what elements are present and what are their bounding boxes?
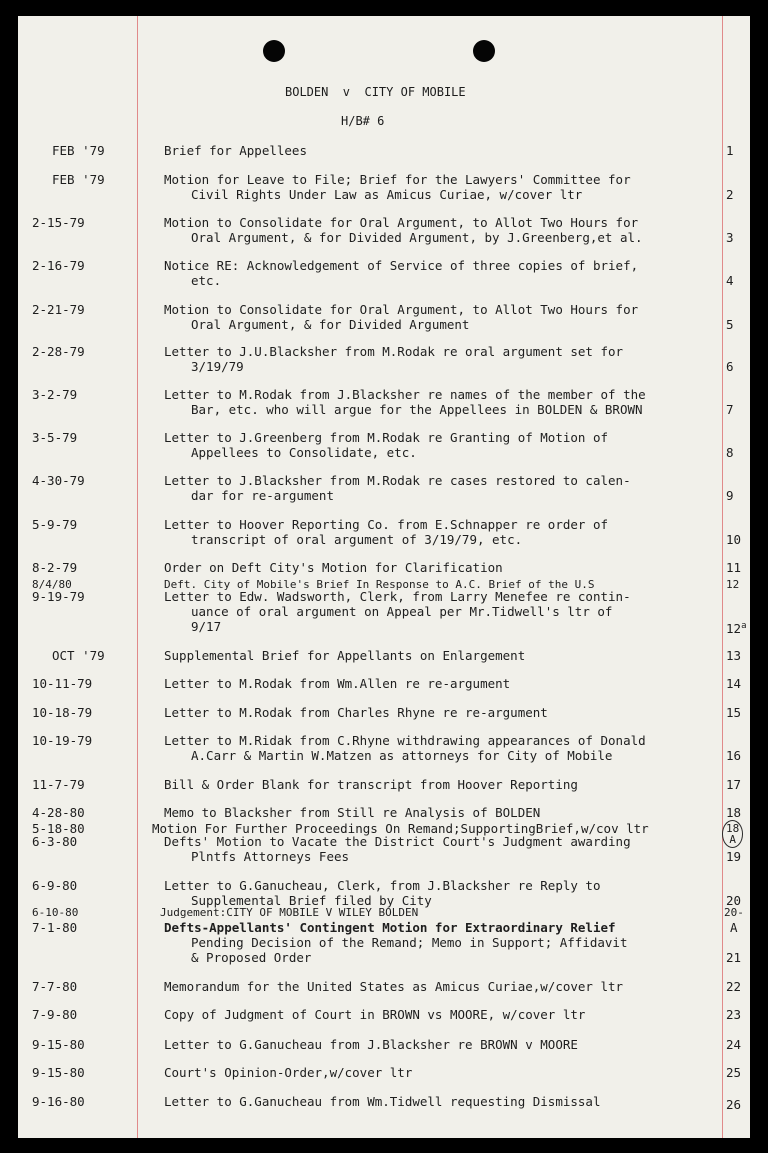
entry-date: 5-18-80 xyxy=(32,821,85,836)
entry-line: Letter to Hoover Reporting Co. from E.Schnapper re order of xyxy=(164,517,609,532)
entry-description xyxy=(164,805,729,820)
entry-line: Pending Decision of the Remand; Memo in Support; Affidavit xyxy=(191,935,628,950)
entry-line: Bill & Order Blank for transcript from Hoover Reporting xyxy=(164,777,578,792)
entry-description xyxy=(164,979,729,994)
punch-hole-right xyxy=(473,40,495,62)
entry-line: 3/19/79 xyxy=(191,359,244,374)
entry-line: Letter to J.U.Blacksher from M.Rodak re oral argument set for xyxy=(164,344,624,359)
punch-hole-left xyxy=(263,40,285,62)
entry-date: 7-7-80 xyxy=(32,979,78,994)
entry-description xyxy=(164,920,729,965)
entry-number: 16 xyxy=(726,748,742,763)
entry-line: Letter to J.Greenberg from M.Rodak re Granting of Motion of xyxy=(164,430,609,445)
entry-description xyxy=(164,1007,729,1022)
entry-number: 10 xyxy=(726,532,742,547)
entry-number: 1 xyxy=(726,143,734,158)
entry-description xyxy=(164,1037,729,1052)
entry-line: Brief for Appellees xyxy=(164,143,307,158)
entry-description xyxy=(164,517,729,547)
entry-date: 6-9-80 xyxy=(32,878,78,893)
entry-line: Letter to J.Blacksher from M.Rodak re cases restored to calen- xyxy=(164,473,631,488)
entry-number: 15 xyxy=(726,705,742,720)
entry-date: 9-15-80 xyxy=(32,1065,85,1080)
entry-number-suffix: A xyxy=(729,833,736,846)
entry-date: 9-19-79 xyxy=(32,589,85,604)
entry-number-suffix: A xyxy=(730,920,738,935)
entry-line: Supplemental Brief filed by City xyxy=(191,893,432,908)
entry-number: 22 xyxy=(726,979,742,994)
entry-date: 8-2-79 xyxy=(32,560,78,575)
entry-date: 10-18-79 xyxy=(32,705,93,720)
entry-number: 3 xyxy=(726,230,734,245)
entry-date: FEB '79 xyxy=(52,143,105,158)
entry-date: 2-15-79 xyxy=(32,215,85,230)
entry-line: 9/17 xyxy=(191,619,222,634)
entry-number: 14 xyxy=(726,676,742,691)
entry-date: 7-9-80 xyxy=(32,1007,78,1022)
entry-date: 6-10-80 xyxy=(32,906,79,919)
entry-number-value: 18 xyxy=(726,822,740,835)
entry-description xyxy=(164,676,729,691)
entry-line: Notice RE: Acknowledgement of Service of three copies of brief, xyxy=(164,258,639,273)
entry-date: FEB '79 xyxy=(52,172,105,187)
entry-date: 2-21-79 xyxy=(32,302,85,317)
entry-number: 18 xyxy=(726,805,742,820)
entry-line: dar for re-argument xyxy=(191,488,334,503)
entry-line: Letter to M.Rodak from Charles Rhyne re re-argument xyxy=(164,705,548,720)
entry-line: Court's Opinion-Order,w/cover ltr xyxy=(164,1065,413,1080)
docket-sheet xyxy=(18,16,750,1138)
entry-number: 21 xyxy=(726,950,742,965)
entry-description xyxy=(164,172,729,202)
entry-number: 8 xyxy=(726,445,734,460)
entry-line: Bar, etc. who will argue for the Appellees in BOLDEN & BROWN xyxy=(191,402,643,417)
entry-description xyxy=(164,878,729,908)
entry-line: transcript of oral argument of 3/19/79, etc. xyxy=(191,532,523,547)
entry-description xyxy=(164,215,729,245)
entry-description xyxy=(164,1094,729,1109)
entry-line: Letter to G.Ganucheau from Wm.Tidwell requesting Dismissal xyxy=(164,1094,601,1109)
entry-number: 25 xyxy=(726,1065,742,1080)
entry-description xyxy=(160,905,725,920)
entry-description xyxy=(164,344,729,374)
entry-description xyxy=(164,1065,729,1080)
entry-line: Memo to Blacksher from Still re Analysis of BOLDEN xyxy=(164,805,541,820)
entry-line: & Proposed Order xyxy=(191,950,312,965)
entry-date: 2-16-79 xyxy=(32,258,85,273)
entry-date: 3-5-79 xyxy=(32,430,78,445)
entry-description xyxy=(164,705,729,720)
case-title: BOLDEN v CITY OF MOBILE xyxy=(285,85,466,99)
entry-description xyxy=(164,258,729,288)
entry-description xyxy=(164,302,729,332)
entry-line: Letter to M.Rodak from Wm.Allen re re-argument xyxy=(164,676,511,691)
entry-line: Letter to Edw. Wadsworth, Clerk, from Larry Menefee re contin- xyxy=(164,589,631,604)
entry-number: 24 xyxy=(726,1037,742,1052)
entry-number: 13 xyxy=(726,648,742,663)
entry-date: 3-2-79 xyxy=(32,387,78,402)
entry-line: Plntfs Attorneys Fees xyxy=(191,849,350,864)
entry-number: 23 xyxy=(726,1007,742,1022)
entry-description xyxy=(164,430,729,460)
entry-line: Supplemental Brief for Appellants on Enlargement xyxy=(164,648,526,663)
entry-number: 11 xyxy=(726,560,742,575)
entry-line: Civil Rights Under Law as Amicus Curiae, w/cover ltr xyxy=(191,187,583,202)
entry-date: 9-16-80 xyxy=(32,1094,85,1109)
entry-number-value: 12 xyxy=(726,621,742,637)
entry-date: 2-28-79 xyxy=(32,344,85,359)
file-reference: H/B# 6 xyxy=(341,114,385,128)
entry-date: 7-1-80 xyxy=(32,920,78,935)
entry-line: Motion For Further Proceedings On Remand;SupportingBrief,w/cov ltr xyxy=(152,821,649,836)
entry-description xyxy=(164,648,729,663)
entry-number: 20- xyxy=(724,906,744,919)
entry-number: 2 xyxy=(726,187,734,202)
entry-description xyxy=(164,387,729,417)
entry-number: 5 xyxy=(726,317,734,332)
entry-line: Letter to G.Ganucheau from J.Blacksher re BROWN v MOORE xyxy=(164,1037,578,1052)
entry-number: 20 xyxy=(726,893,742,908)
entry-line: Letter to M.Rodak from J.Blacksher re names of the member of the xyxy=(164,387,646,402)
entry-line: Oral Argument, & for Divided Argument, by J.Greenberg,et al. xyxy=(191,230,643,245)
entry-line: etc. xyxy=(191,273,222,288)
entry-line: Deft. City of Mobile's Brief In Response to A.C. Brief of the U.S xyxy=(164,578,595,591)
entry-description xyxy=(164,473,729,503)
entry-line: uance of oral argument on Appeal per Mr.Tidwell's ltr of xyxy=(191,604,613,619)
entry-number: 6 xyxy=(726,359,734,374)
entry-description xyxy=(164,834,729,864)
entry-number: 19 xyxy=(726,849,742,864)
entry-number: 7 xyxy=(726,402,734,417)
entry-date: OCT '79 xyxy=(52,648,105,663)
entry-line: Oral Argument, & for Divided Argument xyxy=(191,317,470,332)
entry-number: 26 xyxy=(726,1097,742,1112)
entry-line: Defts-Appellants' Contingent Motion for Extraordinary Relief xyxy=(164,920,616,935)
entry-line: Motion to Consolidate for Oral Argument, to Allot Two Hours for xyxy=(164,302,639,317)
entry-line: Motion to Consolidate for Oral Argument, to Allot Two Hours for xyxy=(164,215,639,230)
entry-description xyxy=(164,733,729,763)
entry-number-suffix: a xyxy=(741,621,747,631)
entry-line: A.Carr & Martin W.Matzen as attorneys for City of Mobile xyxy=(191,748,613,763)
entry-line: Defts' Motion to Vacate the District Court's Judgment awarding xyxy=(164,834,631,849)
entry-date: 8/4/80 xyxy=(32,578,72,591)
entry-date: 9-15-80 xyxy=(32,1037,85,1052)
entry-date: 11-7-79 xyxy=(32,777,85,792)
entry-number: 17 xyxy=(726,777,742,792)
entry-date: 10-11-79 xyxy=(32,676,93,691)
entry-line: Judgement:CITY OF MOBILE V WILEY BOLDEN xyxy=(160,906,419,919)
entry-description xyxy=(164,589,729,634)
entry-date: 6-3-80 xyxy=(32,834,78,849)
entry-line: Memorandum for the United States as Amicus Curiae,w/cover ltr xyxy=(164,979,624,994)
entry-date: 5-9-79 xyxy=(32,517,78,532)
entry-description xyxy=(164,560,729,575)
entry-date: 4-30-79 xyxy=(32,473,85,488)
entry-line: Motion for Leave to File; Brief for the Lawyers' Committee for xyxy=(164,172,631,187)
entry-date: 4-28-80 xyxy=(32,805,85,820)
left-margin-line xyxy=(137,16,138,1138)
entry-number: 4 xyxy=(726,273,734,288)
entry-line: Letter to G.Ganucheau, Clerk, from J.Blacksher re Reply to xyxy=(164,878,601,893)
entry-line: Appellees to Consolidate, etc. xyxy=(191,445,417,460)
entry-date: 10-19-79 xyxy=(32,733,93,748)
entry-number xyxy=(726,619,746,636)
entry-number: 12 xyxy=(726,578,740,591)
entry-line: Order on Deft City's Motion for Clarification xyxy=(164,560,503,575)
entry-line: Copy of Judgment of Court in BROWN vs MOORE, w/cover ltr xyxy=(164,1007,586,1022)
entry-description xyxy=(164,143,729,158)
entry-line: Letter to M.Ridak from C.Rhyne withdrawing appearances of Donald xyxy=(164,733,646,748)
entry-number: 9 xyxy=(726,488,734,503)
entry-description xyxy=(164,777,729,792)
